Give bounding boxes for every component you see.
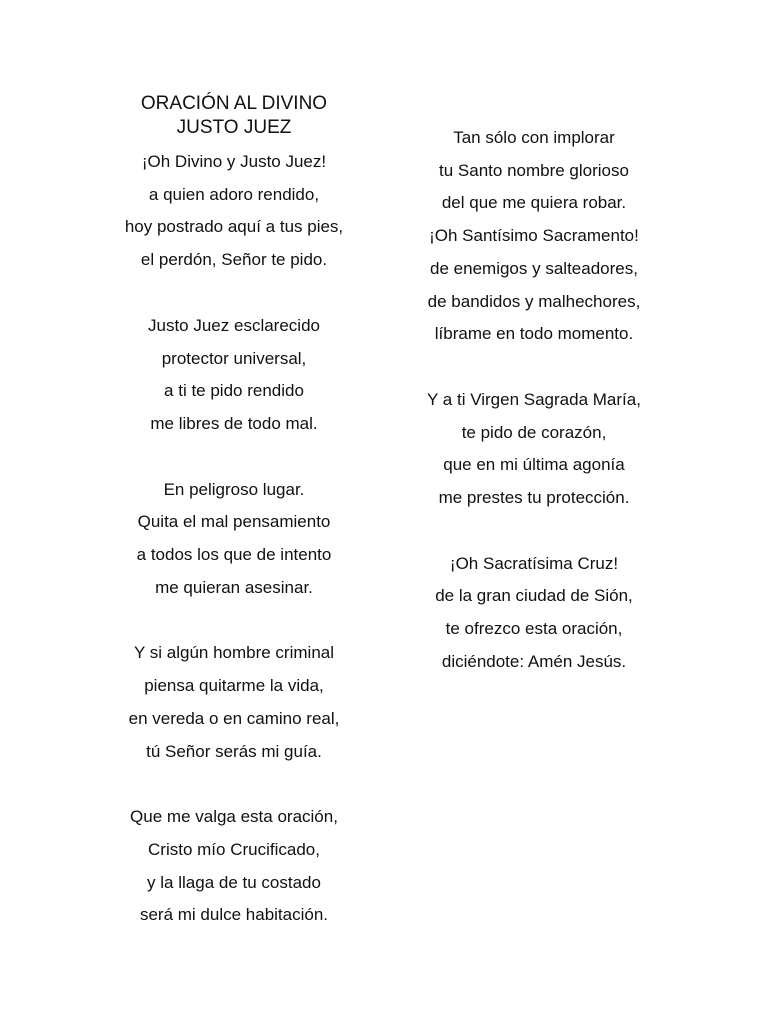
verse-line: piensa quitarme la vida,: [144, 676, 324, 696]
stanza: [94, 146, 374, 277]
verse-line: a todos los que de intento: [136, 545, 332, 565]
left-column: [94, 92, 374, 965]
verse-line: me quieran asesinar.: [155, 577, 313, 597]
stanza: [94, 310, 374, 441]
verse-line: de la gran ciudad de Sión,: [435, 586, 633, 606]
verse-line: hoy postrado aquí a tus pies,: [124, 217, 344, 237]
title-line: JUSTO JUEZ: [176, 117, 292, 138]
verse-line: Tan sólo con implorar: [453, 128, 615, 147]
verse-line: que en mi última agonía: [443, 455, 625, 475]
stanza: [94, 637, 374, 768]
right-column: [394, 122, 674, 712]
verse-line: ¡Oh Sacratísima Cruz!: [449, 553, 619, 573]
verse-line: tu Santo nombre glorioso: [439, 160, 629, 180]
verse-line: me prestes tu protección.: [438, 488, 630, 508]
title-line: ORACIÓN AL DIVINO: [140, 93, 328, 114]
verse-line: de enemigos y salteadores,: [430, 258, 638, 278]
stanza: [94, 801, 374, 932]
verse-line: Justo Juez esclarecido: [148, 315, 320, 335]
verse-line: Y si algún hombre criminal: [134, 643, 334, 663]
verse-line: en vereda o en camino real,: [128, 708, 340, 728]
page-title: [94, 92, 374, 140]
verse-line: te pido de corazón,: [461, 422, 607, 442]
verse-line: ¡Oh Divino y Justo Juez!: [141, 152, 327, 171]
stanza: [94, 474, 374, 605]
verse-line: será mi dulce habitación.: [139, 905, 329, 925]
verse-line: tú Señor serás mi guía.: [146, 741, 322, 761]
stanza: [394, 548, 674, 679]
verse-line: Quita el mal pensamiento: [137, 512, 331, 532]
verse-line: En peligroso lugar.: [163, 479, 305, 499]
stanza: [394, 384, 674, 515]
verse-line: el perdón, Señor te pido.: [140, 250, 328, 270]
verse-line: a quien adoro rendido,: [148, 184, 320, 204]
verse-line: Cristo mío Crucificado,: [148, 839, 320, 859]
stanza: [394, 122, 674, 351]
verse-line: del que me quiera robar.: [441, 193, 627, 213]
verse-line: protector universal,: [161, 348, 307, 368]
verse-line: Y a ti Virgen Sagrada María,: [427, 389, 641, 409]
verse-line: de bandidos y malhechores,: [427, 291, 641, 311]
verse-line: me libres de todo mal.: [150, 413, 318, 433]
verse-line: te ofrezco esta oración,: [445, 619, 623, 639]
verse-line: a ti te pido rendido: [164, 381, 304, 401]
verse-line: Que me valga esta oración,: [130, 807, 338, 827]
verse-line: diciéndote: Amén Jesús.: [441, 651, 627, 671]
verse-line: líbrame en todo momento.: [434, 324, 634, 344]
verse-line: ¡Oh Santísimo Sacramento!: [429, 226, 639, 246]
verse-line: y la llaga de tu costado: [147, 872, 321, 892]
